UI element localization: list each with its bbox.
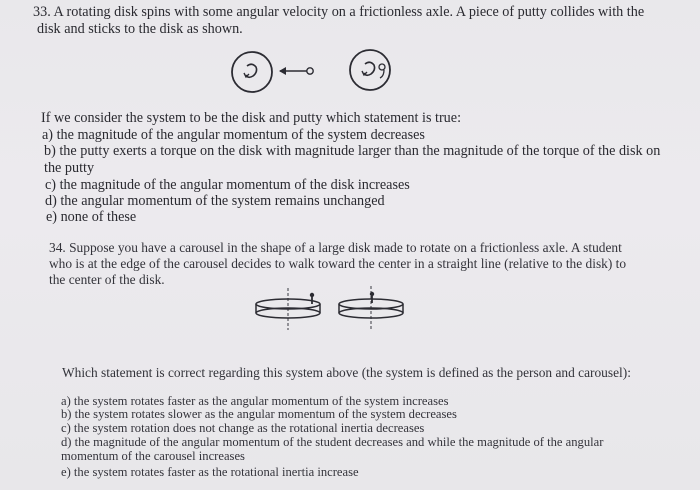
q33-option-d: d) the angular momentum of the system remains unchanged (45, 193, 385, 209)
q34-option-d-cont: momentum of the carousel increases (61, 449, 245, 463)
q33-option-b-cont: the putty (44, 160, 95, 176)
q34-prompt: Which statement is correct regarding this system above (the system is defined as the person and carousel): (62, 365, 631, 380)
q33-option-b: b) the putty exerts a torque on the disk with magnitude larger than the magnitude of the torque of the disk on (44, 143, 661, 159)
q33-text: A rotating disk spins with some angular velocity on a frictionless axle. A piece of putty collides with the (53, 4, 645, 20)
q33-option-a: a) the magnitude of the angular momentum of the system decreases (42, 127, 425, 143)
carousel-after (339, 286, 403, 330)
q33-number: 33. (33, 4, 51, 20)
carousel-before (256, 288, 320, 330)
q34-option-a: a) the system rotates faster as the angular momentum of the system increases (61, 394, 449, 408)
q34-line3: the center of the disk. (49, 272, 165, 287)
q34-option-c: c) the system rotation does not change as the rotational inertia decreases (61, 421, 425, 435)
q34-option-d: d) the magnitude of the angular momentum of the student decreases and while the magnitude of the angular (61, 435, 604, 449)
q33-option-e: e) none of these (46, 209, 137, 225)
q34-text: Suppose you have a carousel in the shape of a large disk made to rotate on a frictionless axle. A student (69, 240, 622, 255)
student-edge (310, 293, 314, 304)
q33-prompt: If we consider the system to be the disk and putty which statement is true: (41, 110, 462, 126)
q34-option-e: e) the system rotates faster as the rotational inertia increase (61, 465, 359, 479)
q33-line2: disk and sticks to the disk as shown. (37, 21, 243, 37)
q33-option-c: c) the magnitude of the angular momentum of the disk increases (45, 177, 410, 193)
student-center (370, 292, 374, 303)
q34-number: 34. (49, 240, 66, 255)
q34-line2: who is at the edge of the carousel decides to walk toward the center in a straight line (relative to the disk) to (49, 256, 627, 271)
q34-option-b: b) the system rotates slower as the angular momentum of the system decreases (61, 407, 457, 421)
